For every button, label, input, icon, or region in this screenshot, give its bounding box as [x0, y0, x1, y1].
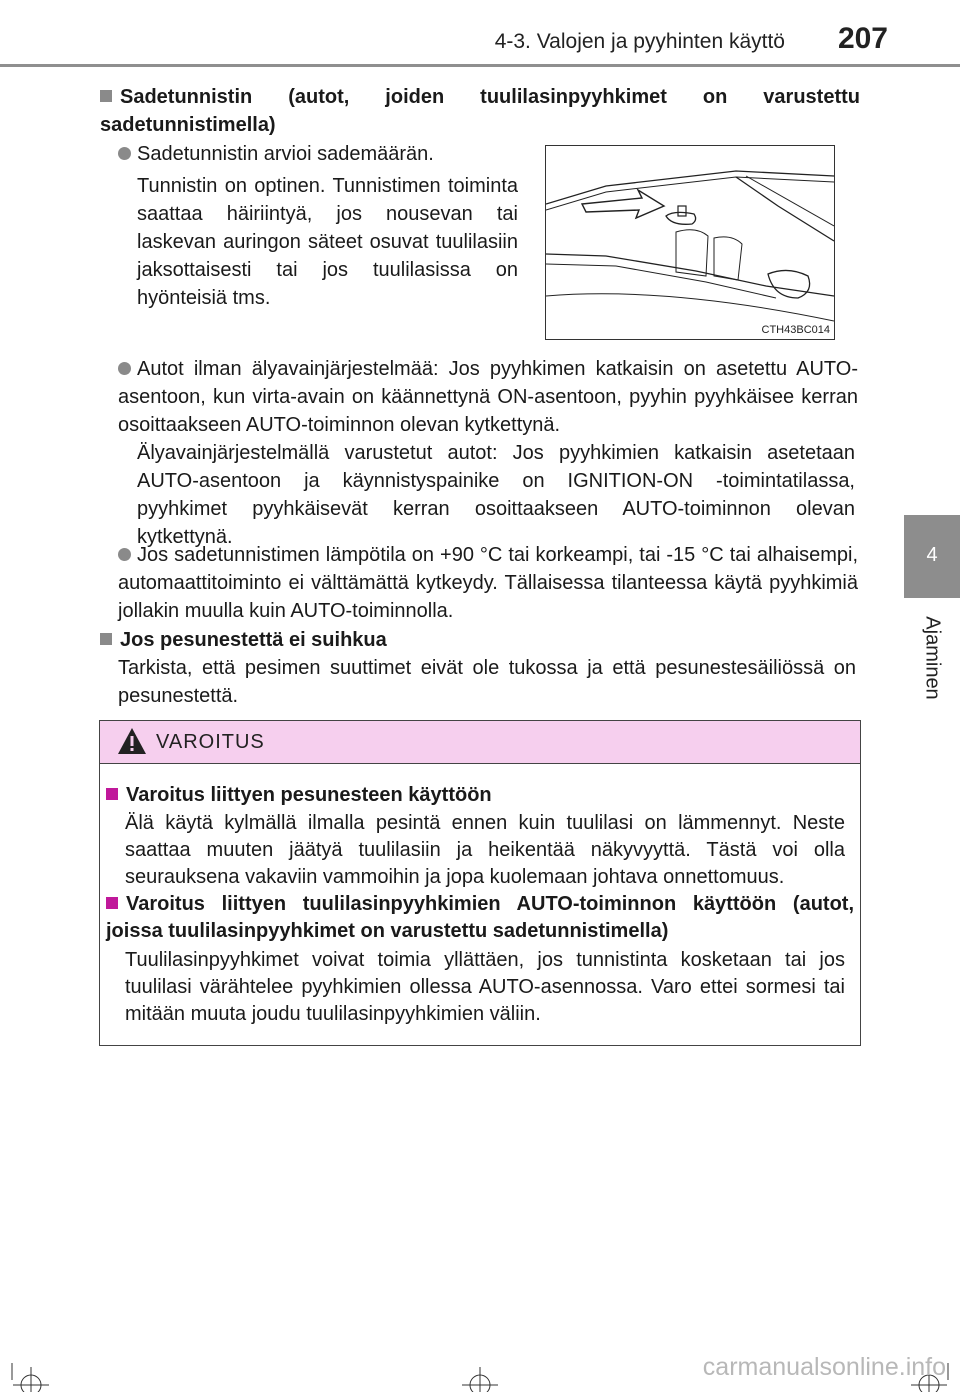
square-bullet-icon — [106, 897, 118, 909]
chapter-tab — [904, 515, 960, 598]
rain-sensor-heading: Sadetunnistin (autot, joiden tuulilasinpyyhkimet on varustettu sadetunnistimella) — [100, 86, 860, 136]
figure-code: CTH43BC014 — [761, 324, 830, 336]
page-number: 207 — [837, 22, 888, 55]
bullet2-continued: Älyavainjärjestelmällä varustetut autot: Jos pyyhkimien katkaisin asetetaan AUTO-asentoon ja käynnistyspainike on IGNITION-ON -toimintatilassa, pyyhkimet pyyhkäisevät kerran osoittaakseen AUTO-toiminnon olevan kytkettynä. — [137, 442, 855, 548]
warning-triangle-icon — [116, 726, 148, 756]
header-rule — [0, 64, 960, 67]
washer-body: Tarkista, että pesimen suuttimet eivät ole tukossa ja että pesunestesäiliössä on pesunestettä. — [118, 657, 856, 707]
rain-sensor-bullet1-lead: Sadetunnistin arvioi sademäärän. — [118, 140, 518, 168]
warning-item1-body: Älä käytä kylmällä ilmalla pesintä ennen kuin tuulilasi on lämmennyt. Neste saattaa muuten jäätyä tuulilasiin ja heikentää näkyvyyttä. Tästä voi olla seurauksena vakaviin vammoihin ja jopa kuolemaan johtava onnettomuus. — [125, 812, 845, 888]
bullet2: Autot ilman älyavainjärjestelmää: Jos pyyhkimen katkaisin on asetettu AUTO-asentoon, kun virta-avain on käännettynä ON-asentoon, pyyhin pyyhkäisee kerran osoittaakseen AUTO-toiminnon olevan kytkettynä. — [118, 358, 858, 436]
page-footer — [0, 1335, 960, 1392]
warning-item2-body: Tuulilasinpyyhkimet voivat toimia yllättäen, jos tunnistinta kosketaan tai jos tuulilasi värähtelee pyyhkimien ollessa AUTO-asennossa. Varo ettei sormesi tai mitään muuta joudu tuulilasinpyyhkimien väliin. — [125, 949, 845, 1025]
warning-item2-heading: Varoitus liittyen tuulilasinpyyhkimien AUTO-toiminnon käyttöön (autot, joissa tuulilasinpyyhkimet on varustettu sadetunnistimella) — [106, 893, 854, 942]
washer-heading: Jos pesunestettä ei suihkua — [100, 626, 860, 654]
square-bullet-icon — [100, 633, 112, 645]
square-bullet-icon — [106, 788, 118, 800]
chapter-number: 4 — [926, 544, 938, 566]
page-header — [0, 0, 960, 70]
chapter-label-box — [904, 598, 960, 718]
windshield-sensor-drawing — [546, 146, 834, 339]
round-bullet-icon — [118, 362, 131, 375]
round-bullet-icon — [118, 147, 131, 160]
rain-sensor-illustration — [545, 145, 835, 340]
warning-item1-heading: Varoitus liittyen pesunesteen käyttöön — [106, 782, 854, 809]
warning-header — [100, 721, 860, 764]
rain-sensor-bullet1-body: Tunnistin on optinen. Tunnistimen toiminta saattaa häiriintyä, jos nousevan tai laskevan auringon säteet osuvat tuulilasiin jaksottaisesti tai jos tuulilasissa on hyönteisiä tms. — [137, 175, 518, 309]
section-title: 4-3. Valojen ja pyyhinten käyttö — [494, 30, 785, 53]
warning-box — [99, 720, 861, 1046]
round-bullet-icon — [118, 548, 131, 561]
bullet3: Jos sadetunnistimen lämpötila on +90 °C tai korkeampi, tai -15 °C tai alhaisempi, automaattitoiminto ei välttämättä kytkeydy. Tällaisessa tilanteessa käytä pyyhkimiä jollakin muulla kuin AUTO-toiminnolla. — [118, 544, 858, 622]
watermark[interactable]: carmanualsonline.info — [702, 1353, 946, 1381]
chapter-label: Ajaminen — [921, 616, 944, 700]
square-bullet-icon — [100, 90, 112, 102]
warning-title: VAROITUS — [156, 731, 265, 753]
